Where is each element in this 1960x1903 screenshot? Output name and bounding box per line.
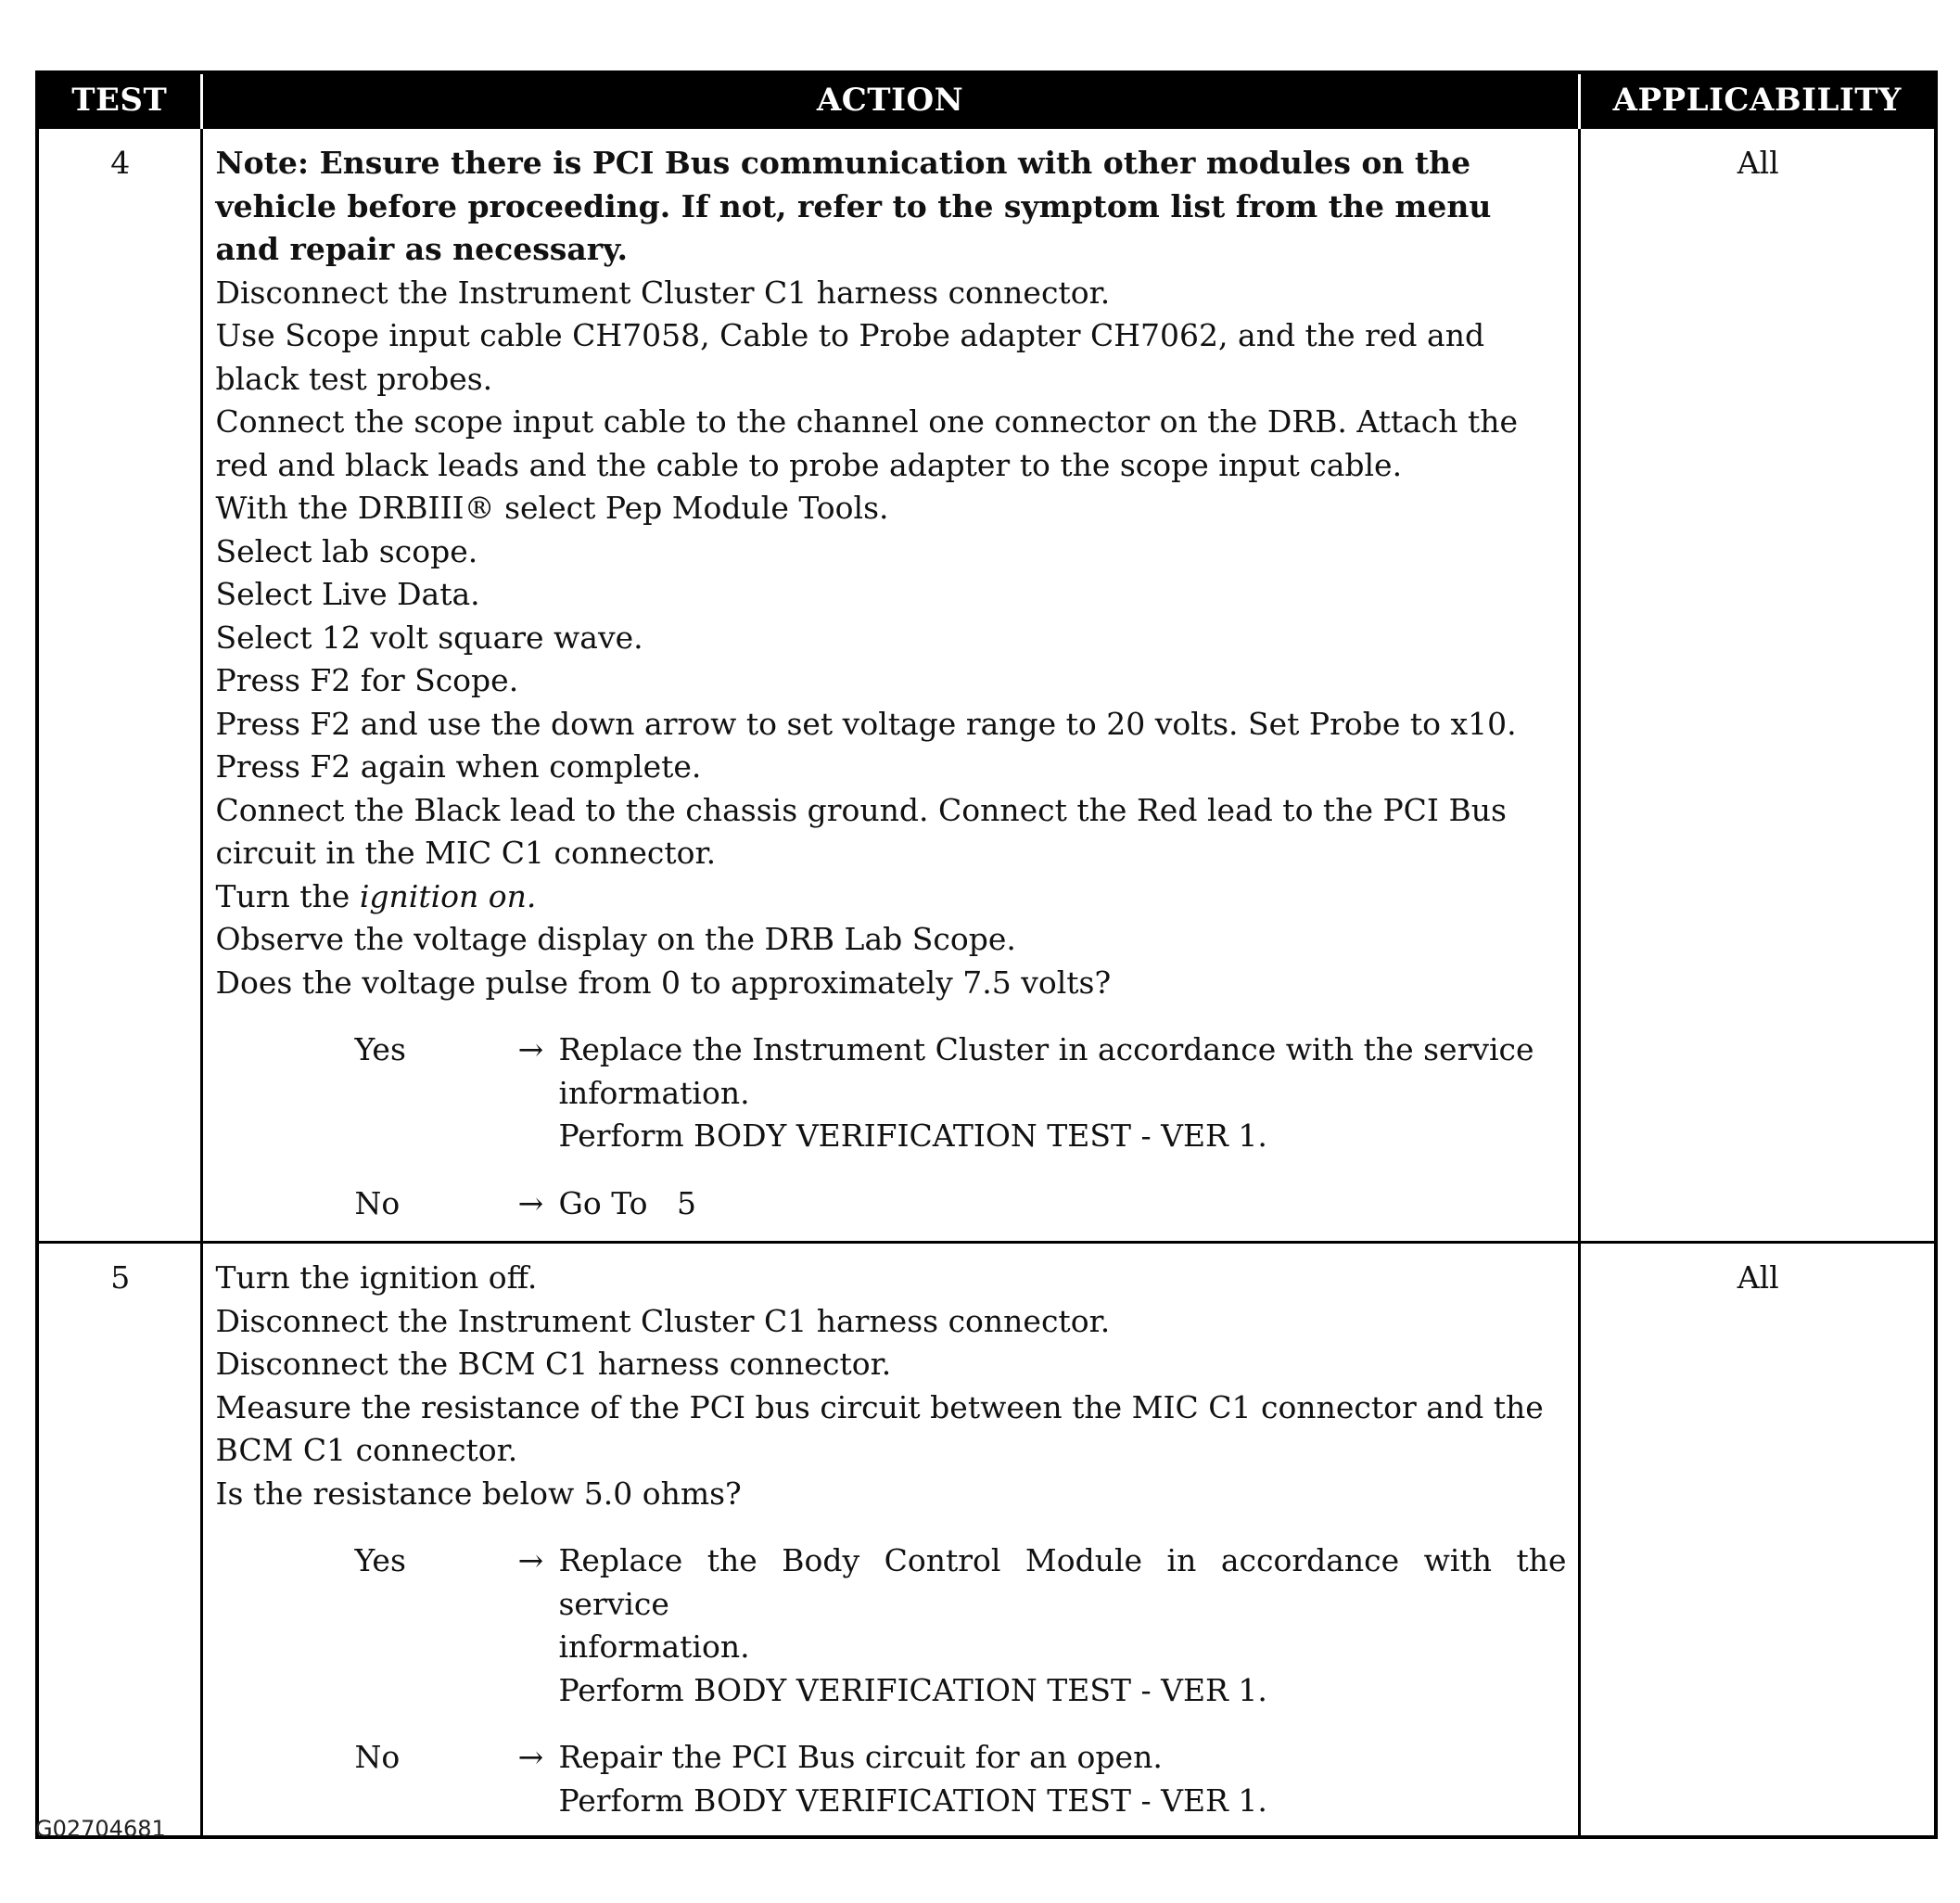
result-line: Perform BODY VERIFICATION TEST - VER 1.: [558, 1782, 1267, 1819]
table-row-test-4: [37, 128, 1936, 1243]
no-result: [559, 1736, 1567, 1822]
step-line: Press F2 again when complete.: [215, 748, 702, 785]
step-line: Connect the scope input cable to the channel one connector on the DRB. Attach the: [215, 403, 1519, 440]
yes-label: Yes: [354, 1542, 406, 1578]
table-row-test-5: [37, 1243, 1936, 1838]
test-number: 4: [37, 128, 201, 1243]
result-line: Perform BODY VERIFICATION TEST - VER 1.: [558, 1671, 1267, 1708]
no-label: No: [354, 1739, 401, 1775]
action-cell: [201, 1243, 1579, 1838]
action-text: [216, 1257, 1567, 1515]
step-line: Select 12 volt square wave.: [215, 619, 643, 656]
header-applicability: APPLICABILITY: [1579, 72, 1936, 128]
step-line-ignition: [216, 875, 1567, 919]
step-line: Turn the ignition off.: [215, 1259, 538, 1296]
no-label: No: [354, 1184, 401, 1221]
result-line: Replace the Body Control Module in accordance with the service: [558, 1542, 1567, 1622]
applicability-value: All: [1579, 128, 1936, 1243]
right-arrow-icon: →: [517, 1031, 544, 1067]
step-line: Disconnect the BCM C1 harness connector.: [215, 1346, 892, 1382]
step-line: Select Live Data.: [215, 576, 480, 612]
result-line: Repair the PCI Bus circuit for an open.: [558, 1739, 1163, 1775]
yes-outcome: [355, 1028, 1567, 1158]
header-action: ACTION: [201, 72, 1579, 128]
step-line: Measure the resistance of the PCI bus circuit between the MIC C1 connector and the: [215, 1388, 1544, 1425]
ignition-prefix: Turn the: [215, 877, 360, 914]
step-line: Disconnect the Instrument Cluster C1 harness connector.: [215, 274, 1111, 311]
ignition-word: ignition on.: [359, 877, 537, 914]
applicability-value: All: [1579, 1243, 1936, 1838]
table-header-row: [37, 72, 1936, 128]
test-number: 5: [37, 1243, 201, 1838]
right-arrow-icon: →: [517, 1184, 544, 1221]
no-result: [559, 1182, 1567, 1226]
step-line: Use Scope input cable CH7058, Cable to Probe adapter CH7062, and the red and: [215, 317, 1485, 353]
action-text: [216, 142, 1567, 1004]
note-line: Note: Ensure there is PCI Bus communication with other modules on the: [215, 145, 1471, 181]
step-line: black test probes.: [215, 360, 493, 397]
yes-result: [559, 1028, 1567, 1158]
right-arrow-icon: →: [517, 1739, 544, 1775]
step-line: Connect the Black lead to the chassis ground. Connect the Red lead to the PCI Bus: [215, 791, 1507, 828]
step-line: red and black leads and the cable to probe adapter to the scope input cable.: [215, 446, 1403, 483]
figure-id-label: G02704681: [35, 1816, 166, 1842]
step-line: With the DRBIII® select Pep Module Tools.: [215, 490, 889, 526]
step-line: circuit in the MIC C1 connector.: [215, 835, 717, 871]
yes-label: Yes: [354, 1031, 406, 1067]
step-line: Observe the voltage display on the DRB Lab Scope.: [215, 921, 1016, 957]
result-line: Go To 5: [558, 1184, 696, 1221]
no-outcome: [355, 1736, 1567, 1822]
step-line: Press F2 and use the down arrow to set voltage range to 20 volts. Set Probe to x10.: [215, 705, 1517, 742]
result-line: information.: [558, 1628, 750, 1665]
step-line: Disconnect the Instrument Cluster C1 harness connector.: [215, 1302, 1111, 1339]
step-line: Press F2 for Scope.: [215, 662, 519, 698]
step-line: Is the resistance below 5.0 ohms?: [215, 1475, 742, 1512]
yes-outcome: [355, 1539, 1567, 1712]
result-line: Replace the Instrument Cluster in accordance with the service: [558, 1031, 1534, 1067]
result-line: Perform BODY VERIFICATION TEST - VER 1.: [558, 1118, 1267, 1154]
step-line: BCM C1 connector.: [215, 1432, 518, 1468]
yes-result: [559, 1539, 1567, 1712]
diagnostic-test-table: [35, 70, 1938, 1839]
note-line: vehicle before proceeding. If not, refer to the symptom list from the menu: [215, 187, 1492, 224]
header-test: TEST: [37, 72, 201, 128]
right-arrow-icon: →: [517, 1542, 544, 1578]
no-outcome: [355, 1182, 1567, 1226]
result-line: information.: [558, 1074, 750, 1111]
step-line: Does the voltage pulse from 0 to approximately 7.5 volts?: [215, 964, 1112, 1001]
note-line: and repair as necessary.: [215, 231, 629, 267]
step-line: Select lab scope.: [215, 532, 478, 569]
action-cell: [201, 128, 1579, 1243]
